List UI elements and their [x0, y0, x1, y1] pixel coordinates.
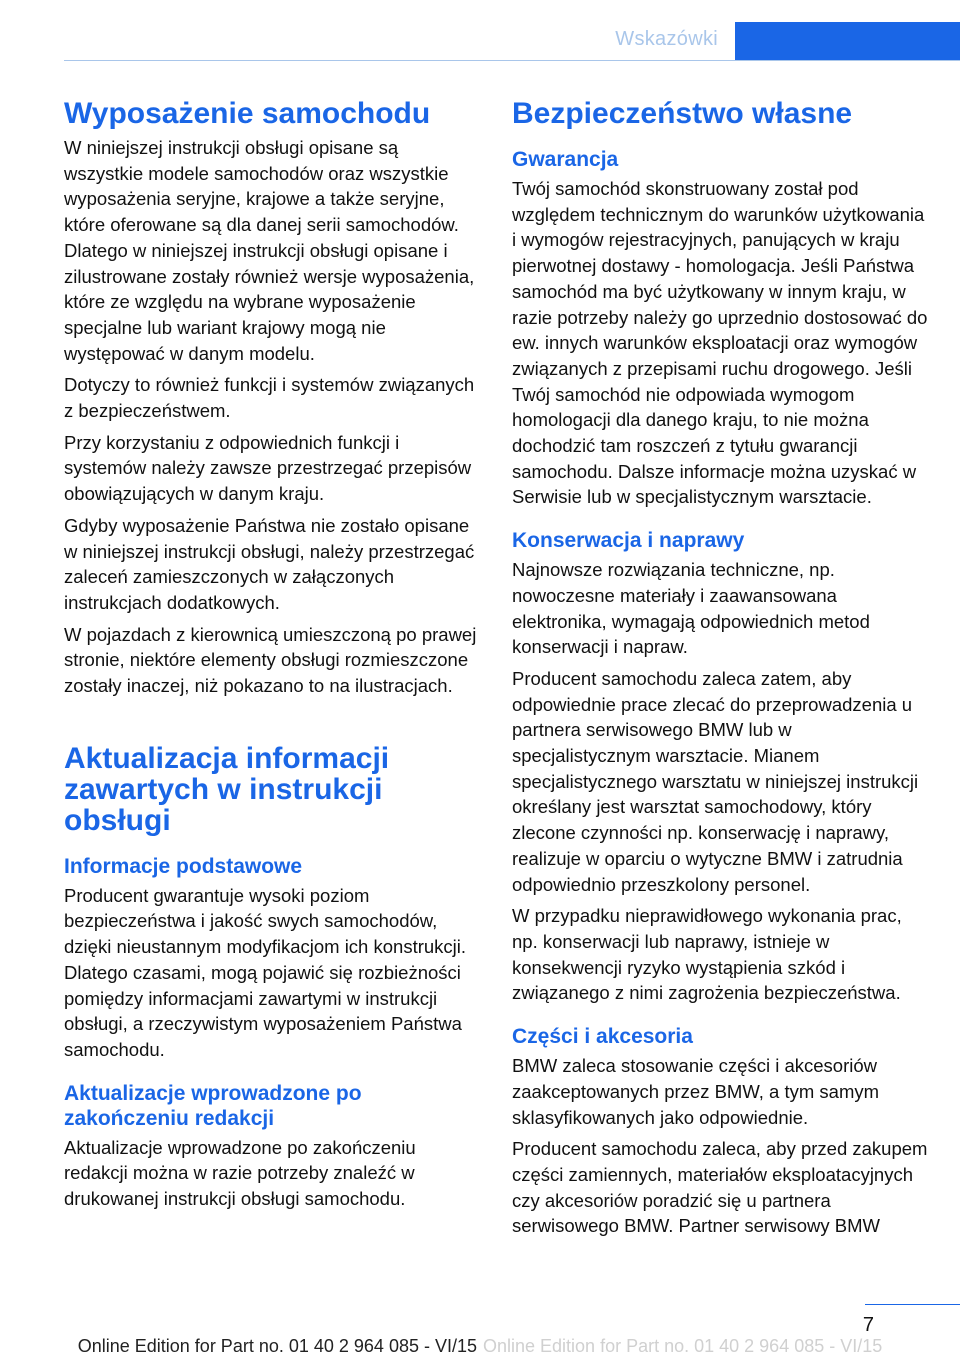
- subheading-post-edit-updates: Aktualizacje wprowadzone po zakończeniu redakcji: [64, 1081, 362, 1130]
- paragraph: Producent gwarantuje wysoki poziom bezpieczeństwa i jakość swych samochodów, dzięki nieustannym modyfikacjom ich konstrukcji. Dlatego czasami, mogą pojawić się rozbieżności pomiędzy informacjami zawartymi w instrukcji obsługi, a rzeczywistym wyposażeniem Państwa samochodu.: [64, 884, 467, 1060]
- subheading-maintenance: Konserwacja i naprawy: [512, 529, 745, 553]
- paragraph: W niniejszej instrukcji obsługi opisane są wszystkie modele samochodów oraz wszystkie wyposażenia seryjne, krajowe a także seryjne, które oferowane są dla danej serii samochodów. Dlatego w niniejszej instrukcji obsługi opisane i zilustrowane zostały również wersje wyposażenia, które ze względu na wybrane wyposażenie specjalne lub wariant krajowy mogą nie występować w danym modelu.: [64, 137, 475, 364]
- page-number-rule: [865, 1304, 960, 1305]
- left-column: [64, 98, 480, 1218]
- header-divider: [64, 60, 960, 61]
- watermark-text: Online Edition for Part no. 01 40 2 964 085 - VI/15: [483, 1336, 883, 1356]
- paragraph: Aktualizacje wprowadzone po zakończeniu redakcji można w razie potrzeby znaleźć w drukowanej instrukcji obsługi samochodu.: [64, 1136, 416, 1210]
- edition-text: Online Edition for Part no. 01 40 2 964 085 - VI/15: [77, 1336, 477, 1356]
- paragraph: Najnowsze rozwiązania techniczne, np. nowoczesne materiały i zaawansowana elektronika, wymagają odpowiednich metod konserwacji i napraw.: [512, 559, 870, 658]
- paragraph: Producent samochodu zaleca, aby przed zakupem części zamiennych, materiałów eksploatacyjnych czy akcesoriów poradzić się u partnera serwisowego BMW. Partner serwisowy BMW: [512, 1138, 928, 1237]
- right-column: [512, 98, 928, 1245]
- footer: [0, 1336, 960, 1357]
- subheading-basic-info: Informacje podstawowe: [64, 854, 303, 878]
- paragraph: Producent samochodu zaleca zatem, aby odpowiednie prace zlecać do przeprowadzenia u partnera serwisowego BMW lub w specjalistycznym warsztacie. Mianem specjalistycznego warsztatu w niniejszej instrukcji określany jest warsztat samochodowy, który zlecone czynności np. konserwację i naprawy, realizuje w oparciu o wytyczne BMW i zatrudnia odpowiednio przeszkolony personel.: [512, 667, 919, 895]
- heading-own-safety: Bezpieczeństwo własne: [512, 97, 853, 130]
- subheading-parts: Części i akcesoria: [512, 1025, 693, 1049]
- paragraph: W pojazdach z kierownicą umieszczoną po prawej stronie, niektóre elementy obsługi rozmieszczone zostały inaczej, niż pokazano to na ilustracjach.: [64, 623, 477, 697]
- paragraph: Gdyby wyposażenie Państwa nie zostało opisane w niniejszej instrukcji obsługi, należy przestrzegać zaleceń zamieszczonych w załączonych instrukcjach dodatkowych.: [64, 514, 475, 613]
- subheading-warranty: Gwarancja: [512, 148, 619, 171]
- page-number: 7: [862, 1314, 874, 1336]
- paragraph: Przy korzystaniu z odpowiednich funkcji i systemów należy zawsze przestrzegać przepisów obowiązujących w danym kraju.: [64, 431, 472, 505]
- heading-manual-updates: Aktualizacja informacji zawartych w instrukcji obsługi: [64, 741, 390, 837]
- paragraph: BMW zaleca stosowanie części i akcesoriów zaakceptowanych przez BMW, a tym samym sklasyfikowanych jako odpowiednie.: [512, 1055, 880, 1128]
- header-accent-bar: [735, 22, 960, 60]
- paragraph: Twój samochód skonstruowany został pod względem technicznym do warunków użytkowania i wymogów rejestracyjnych, panujących w kraju pierwotnej dostawy - homologacja. Jeśli Państwa samochód ma być użytkowany w innym kraju, w razie potrzeby należy go uprzednio dostosować do ew. innych warunków eksploatacji oraz wymogów związanych z przepisami ruchu drogowego. Jeśli Twój samochód nie odpowiada wymogom homologacji dla danego kraju, to nie można dochodzić tam roszczeń z tytułu gwarancji samochodu. Dalsze informacje można uzyskać w Serwisie lub w specjalistycznym warsztacie.: [512, 178, 928, 508]
- paragraph: Dotyczy to również funkcji i systemów związanych z bezpieczeństwem.: [64, 374, 475, 422]
- section-label: Wskazówki: [615, 28, 718, 50]
- paragraph: W przypadku nieprawidłowego wykonania prac, np. konserwacji lub naprawy, istnieje w konsekwencji ryzyko wystąpienia szkód i związanego z nimi zagrożenia bezpieczeństwa.: [512, 905, 902, 1004]
- heading-equipment: Wyposażenie samochodu: [64, 97, 431, 130]
